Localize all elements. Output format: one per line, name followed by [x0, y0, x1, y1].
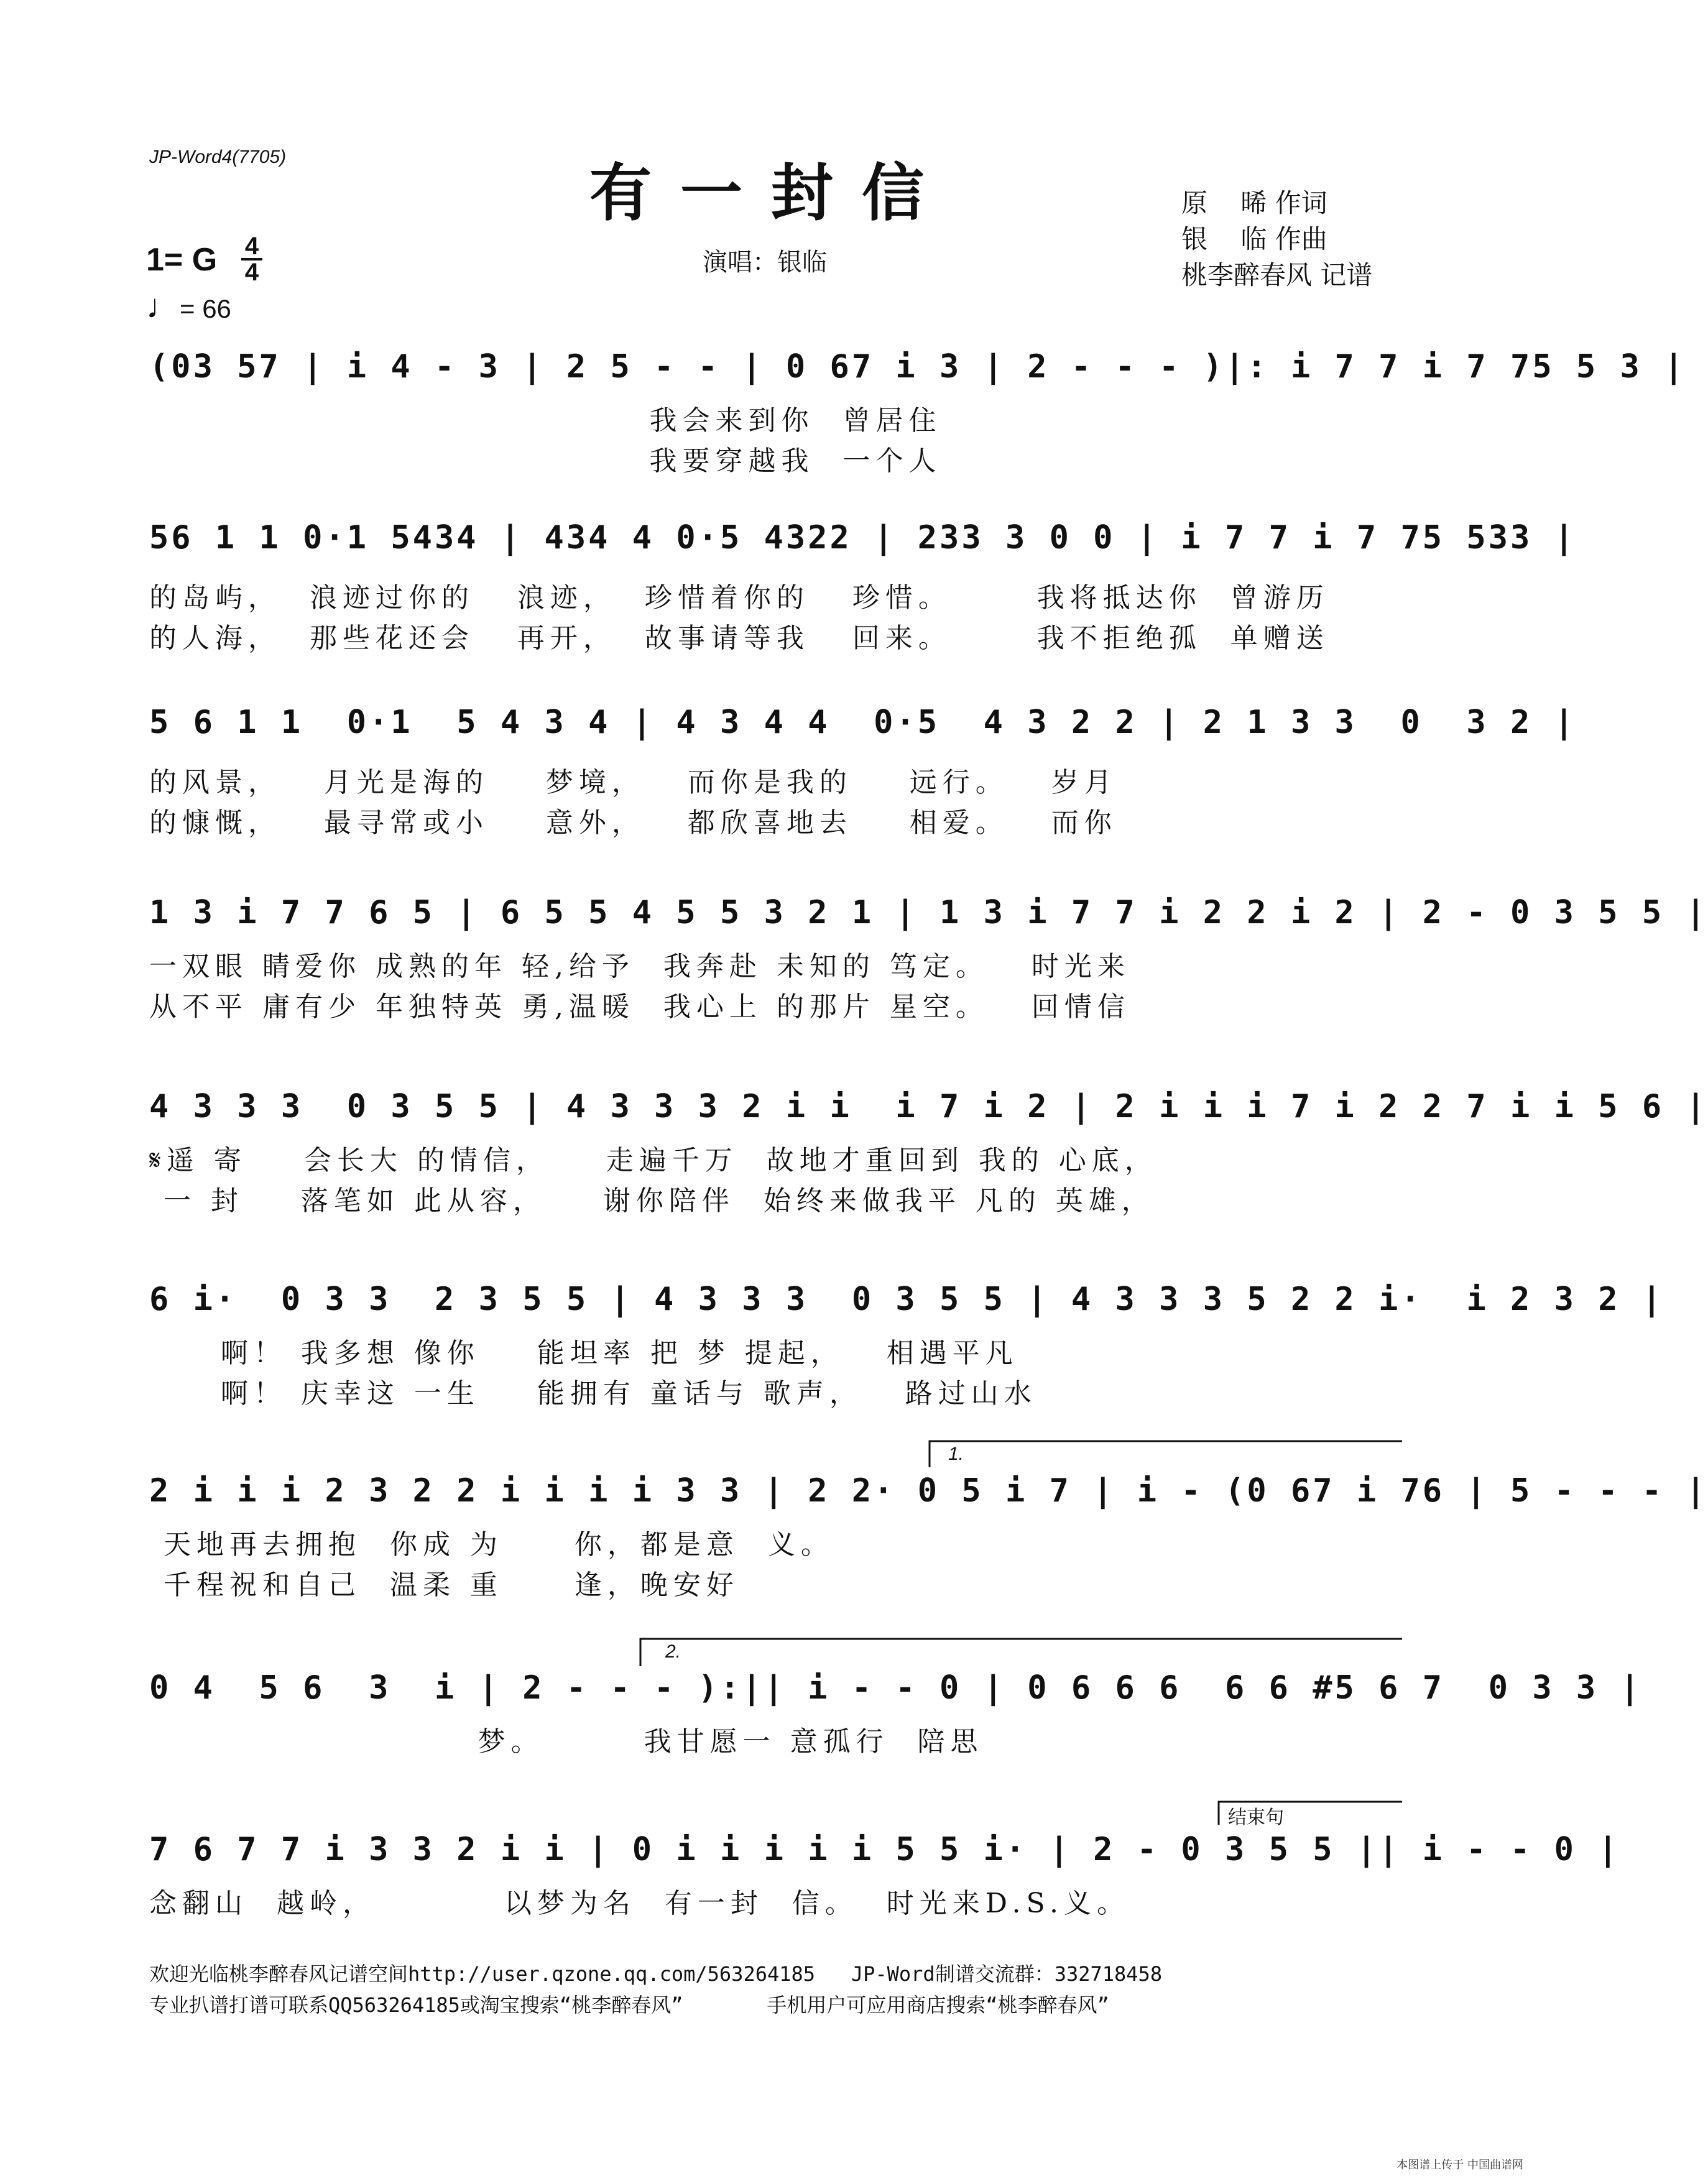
volta-2-label: 2. [665, 1641, 681, 1662]
time-signature-bottom: 4 [244, 259, 259, 286]
notation-line-5: 4 3 3 3 0 3 5 5 | 4 3 3 3 2 i i i 7 i 2 | 2 i i i 7 i 2 2 7 i i 5 6 | [149, 1088, 1708, 1125]
footer-line-2: 专业扒谱打谱可联系QQ563264185或淘宝搜索“桃李醉春风” 手机用户可应用商店搜索“桃李醉春风” [149, 1993, 1109, 2017]
time-signature-top: 4 [244, 233, 259, 260]
lyric-line-1a: 我会来到你 曾居住 [149, 405, 942, 436]
lyric-line-7a: 天地再去拥抱 你成 为 你，都是意 义。 [149, 1529, 834, 1561]
footer-line-1: 欢迎光临桃李醉春风记谱空间http://user.qzone.qq.com/563264185 JP-Word制谱交流群：332718458 [149, 1962, 1163, 1986]
notation-line-6: 6 i· 0 3 3 2 3 5 5 | 4 3 3 3 0 3 5 5 | 4 3 3 3 5 2 2 i· i 2 3 2 | [149, 1281, 1664, 1318]
lyricist-credit: 原 晞 作词 [1181, 188, 1327, 218]
ending-label: 结束句 [1228, 1807, 1284, 1828]
key-signature: 1= G [146, 242, 218, 278]
notation-line-2: 56 1 1 0·1 5434 | 434 4 0·5 4322 | 233 3 0 0 | i 7 7 i 7 75 533 | [149, 519, 1576, 556]
notation-line-8: 0 4 5 6 3 i | 2 - - - ):|| i - - 0 | 0 6 6 6 6 6 #5 6 7 0 3 3 | [149, 1669, 1642, 1707]
lyric-line-6a: 啊！ 我多想 像你 能坦率 把 梦 提起， 相遇平凡 [149, 1337, 1018, 1369]
lyric-line-8a: 梦。 我甘愿一 意孤行 陪思 [149, 1726, 984, 1758]
lyric-line-2a: 的岛屿， 浪迹过你的 浪迹， 珍惜着你的 珍惜。 我将抵达你 曾游历 [149, 582, 1329, 614]
singer-label: 演唱：银临 [703, 248, 827, 277]
notation-line-3: 5 6 1 1 0·1 5 4 3 4 | 4 3 4 4 0·5 4 3 2 2 | 2 1 3 3 0 3 2 | [149, 704, 1576, 741]
upload-watermark: 本图谱上传于 中国曲谱网 [1396, 2159, 1523, 2172]
lyric-line-5b: 一 封 落笔如 此从容， 谢你陪伴 始终来做我平 凡的 英雄， [149, 1185, 1155, 1217]
composer-credit: 银 临 作曲 [1181, 224, 1327, 254]
notation-line-9: 7 6 7 7 i 3 3 2 i i | 0 i i i i i 5 5 i· | 2 - 0 3 5 5 || i - - 0 | [149, 1831, 1620, 1868]
tempo-value: = 66 [180, 294, 231, 323]
volta-1-label: 1. [948, 1444, 964, 1464]
lyric-line-4b: 从不平 庸有少 年独特英 勇,温暖 我心上 的那片 星空。 回情信 [149, 991, 1130, 1023]
generator-label: JP-Word4(7705) [149, 147, 287, 167]
lyric-line-3a: 的风景， 月光是海的 梦境， 而你是我的 远行。 岁月 [149, 767, 1117, 798]
lyric-line-6b: 啊！ 庆幸这 一生 能拥有 童话与 歌声， 路过山水 [149, 1378, 1037, 1409]
lyric-line-3b: 的慷慨， 最寻常或小 意外， 都欣喜地去 相爱。 而你 [149, 807, 1117, 839]
lyric-line-5a: 𝄋遥 寄 会长大 的情信， 走遍千万 故地才重回到 我的 心底， [149, 1145, 1158, 1176]
lyric-line-4a: 一双眼 睛爱你 成熟的年 轻,给予 我奔赴 未知的 笃定。 时光来 [149, 951, 1130, 982]
lyric-line-1b: 我要穿越我 一个人 [149, 445, 942, 477]
song-title: 有一封信 [589, 156, 953, 229]
transcriber-credit: 桃李醉春风 记谱 [1181, 260, 1373, 290]
lyric-line-7b: 千程祝和自己 温柔 重 逢，晚安好 [149, 1569, 739, 1601]
notation-line-4: 1 3 i 7 7 6 5 | 6 5 5 4 5 5 3 2 1 | 1 3 i 7 7 i 2 2 i 2 | 2 - 0 3 5 5 | [149, 894, 1708, 931]
notation-line-7: 2 i i i 2 3 2 2 i i i i 3 3 | 2 2· 0 5 i 7 | i - (0 67 i 76 | 5 - - - | [149, 1472, 1708, 1510]
notation-line-1: (03 57 | i 4 - 3 | 2 5 - - | 0 67 i 3 | 2 - - - )|: i 7 7 i 7 75 5 3 | [149, 348, 1686, 385]
quarter-note-icon: ♩ [146, 288, 180, 325]
lyric-line-2b: 的人海， 那些花还会 再开， 故事请等我 回来。 我不拒绝孤 单赠送 [149, 622, 1329, 654]
lyric-line-9a: 念翻山 越岭， 以梦为名 有一封 信。 时光来D.S.义。 [149, 1888, 1130, 1919]
